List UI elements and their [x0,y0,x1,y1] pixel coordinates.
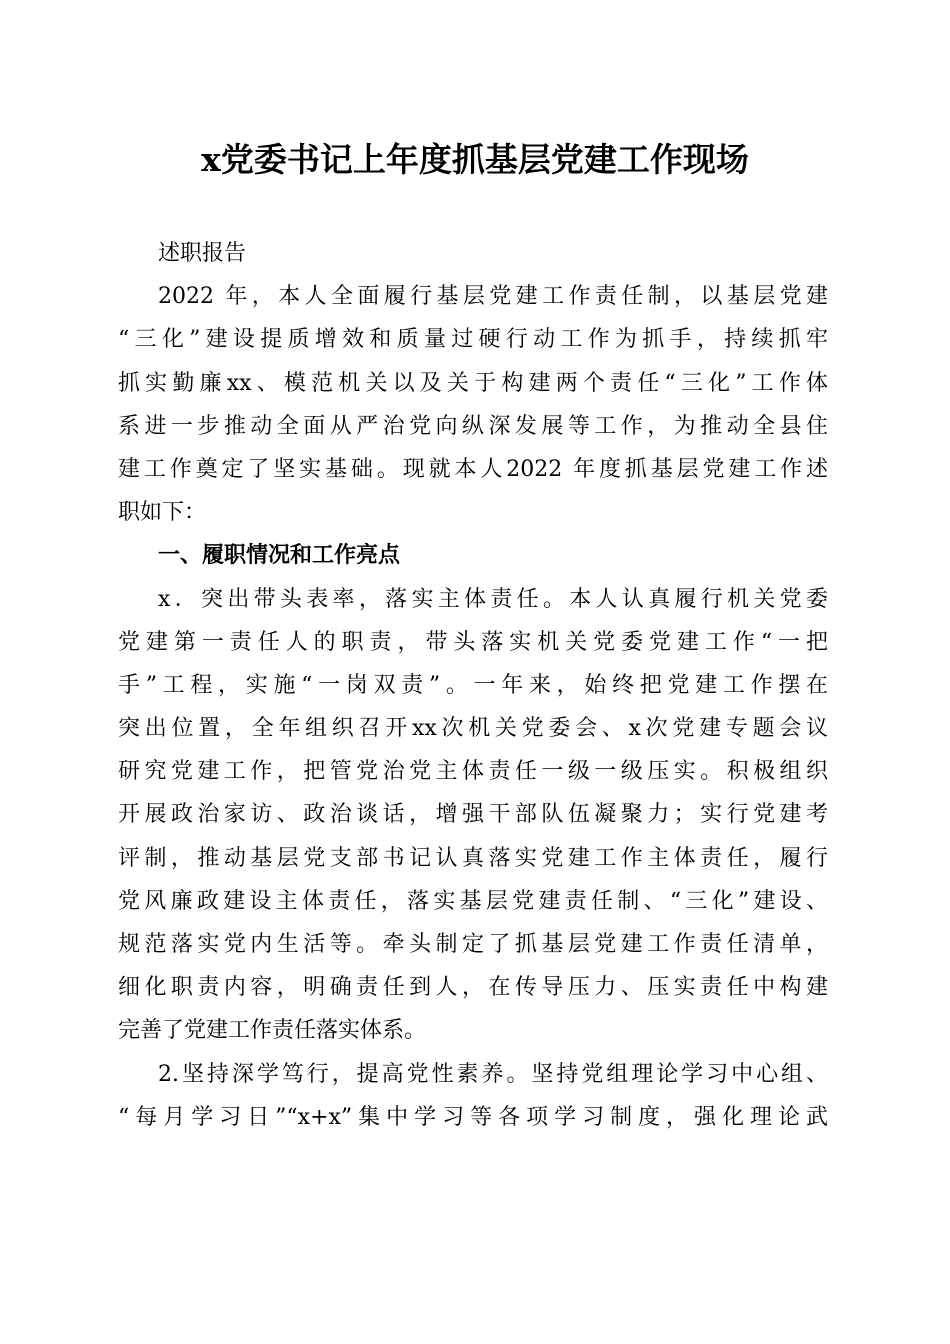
document-title: x党委书记上年度抓基层党建工作现场 [201,140,749,179]
paragraph-line: 职如下： [118,500,207,526]
section-heading: 一、履职情况和工作亮点 [158,543,401,569]
paragraph-line: “每月学习日”“x+x”集中学习等各项学习制度，强化理论武 [118,1104,828,1130]
paragraph-line: 研究党建工作，把管党治党主体责任一级一级压实。积极组织 [118,759,828,785]
paragraph-line: x．突出带头表率，落实主体责任。本人认真履行机关党委 [158,586,828,612]
paragraph-line: 2.坚持深学笃行，提高党性素养。坚持党组理论学习中心组、 [158,1061,828,1087]
paragraph-line: 系进一步推动全面从严治党向纵深发展等工作，为推动全县住 [118,413,828,439]
paragraph-line: 完善了党建工作责任落实体系。 [118,1018,427,1044]
paragraph-line: 突出位置，全年组织召开xx次机关党委会、x次党建专题会议 [118,716,828,742]
paragraph-line: 述职报告 [158,241,247,266]
paragraph-line: 细化职责内容，明确责任到人，在传导压力、压实责任中构建 [118,975,828,1001]
document-body [118,232,828,1139]
paragraph-line: 2022 年，本人全面履行基层党建工作责任制，以基层党建 [158,284,828,310]
paragraph-line: 建工作奠定了坚实基础。现就本人2022 年度抓基层党建工作述 [118,456,828,482]
paragraph-line: 抓实勤廉xx、模范机关以及关于构建两个责任“三化”工作体 [118,370,828,396]
paragraph-line: 评制，推动基层党支部书记认真落实党建工作主体责任，履行 [118,845,828,871]
paragraph-line: “三化”建设提质增效和质量过硬行动工作为抓手，持续抓牢 [118,327,828,353]
paragraph-line: 党风廉政建设主体责任，落实基层党建责任制、“三化”建设、 [118,888,828,914]
paragraph-line: 规范落实党内生活等。牵头制定了抓基层党建工作责任清单， [118,932,828,957]
paragraph-line: 手”工程，实施“一岗双责”。一年来，始终把党建工作摆在 [118,672,828,698]
paragraph-line: 党建第一责任人的职责，带头落实机关党委党建工作“一把 [118,629,828,655]
paragraph-line: 开展政治家访、政治谈话，增强干部队伍凝聚力；实行党建考 [118,802,828,828]
